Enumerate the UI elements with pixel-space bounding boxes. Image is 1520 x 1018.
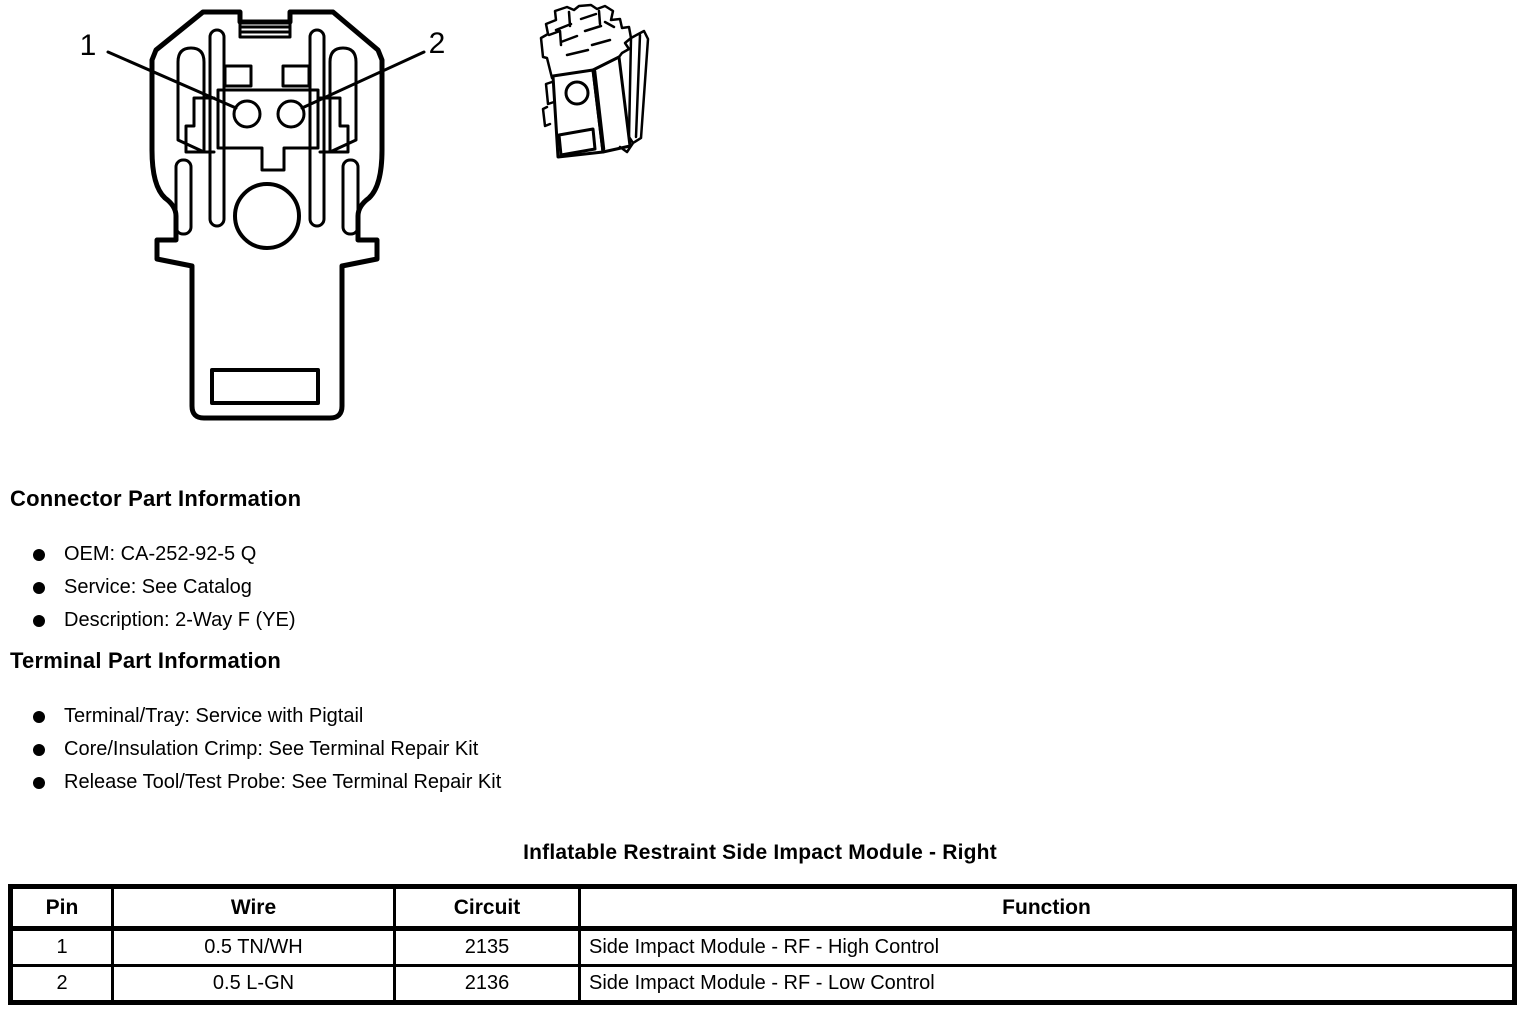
terminal-cavity	[218, 90, 318, 170]
list-item-text: Terminal/Tray: Service with Pigtail	[64, 705, 364, 727]
bullet-icon	[33, 744, 45, 756]
list-item	[30, 571, 930, 604]
list-item	[30, 604, 930, 637]
left-ear	[178, 48, 204, 152]
list-item	[30, 700, 930, 733]
col-header-pin: Pin	[11, 887, 113, 929]
terminal-part-info-list	[30, 700, 930, 799]
cell-function: Side Impact Module - RF - High Control	[580, 929, 1515, 966]
list-item-text: Release Tool/Test Probe: See Terminal Repair Kit	[64, 771, 502, 793]
cell-pin: 1	[11, 929, 113, 966]
list-item-text: Service: See Catalog	[64, 576, 252, 598]
pin-label-1: 1	[79, 29, 97, 62]
cell-wire: 0.5 L-GN	[113, 966, 395, 1003]
connector-3d-view	[541, 5, 648, 157]
pinout-table	[8, 884, 1517, 1005]
list-item-text: OEM: CA-252-92-5 Q	[64, 543, 257, 565]
pinout-table-title: Inflatable Restraint Side Impact Module - Right	[523, 841, 997, 864]
pin-2-circle	[278, 101, 304, 127]
right-key	[283, 66, 309, 86]
pin-label-2: 2	[428, 27, 446, 60]
bullet-icon	[33, 777, 45, 789]
bullet-icon	[33, 582, 45, 594]
col-header-function: Function	[580, 887, 1515, 929]
list-item-text: Core/Insulation Crimp: See Terminal Repair Kit	[64, 738, 479, 760]
bullet-icon	[33, 711, 45, 723]
bullet-icon	[33, 615, 45, 627]
terminal-part-info-heading: Terminal Part Information	[10, 648, 282, 673]
table-header-row	[11, 887, 1515, 929]
cell-circuit: 2135	[395, 929, 580, 966]
cell-pin: 2	[11, 966, 113, 1003]
leader-line-1	[108, 52, 236, 108]
bullet-icon	[33, 549, 45, 561]
list-item-text: Description: 2-Way F (YE)	[64, 609, 296, 631]
connector-part-info-list	[30, 538, 930, 637]
pin-1-circle	[234, 101, 260, 127]
cell-function: Side Impact Module - RF - Low Control	[580, 966, 1515, 1003]
table-row	[11, 966, 1515, 1003]
mounting-hole	[235, 184, 299, 248]
connector-diagram	[0, 0, 700, 445]
right-ear	[330, 48, 356, 152]
connector-face-view	[80, 12, 446, 418]
col-header-circuit: Circuit	[395, 887, 580, 929]
connector-part-info-heading: Connector Part Information	[10, 486, 302, 511]
bottom-detail	[212, 370, 318, 403]
connector-body-outline	[152, 12, 382, 418]
list-item	[30, 766, 930, 799]
list-item	[30, 733, 930, 766]
cell-circuit: 2136	[395, 966, 580, 1003]
list-item	[30, 538, 930, 571]
left-key	[225, 66, 251, 86]
col-header-wire: Wire	[113, 887, 395, 929]
table-row	[11, 929, 1515, 966]
leader-line-2	[302, 52, 424, 108]
cell-wire: 0.5 TN/WH	[113, 929, 395, 966]
